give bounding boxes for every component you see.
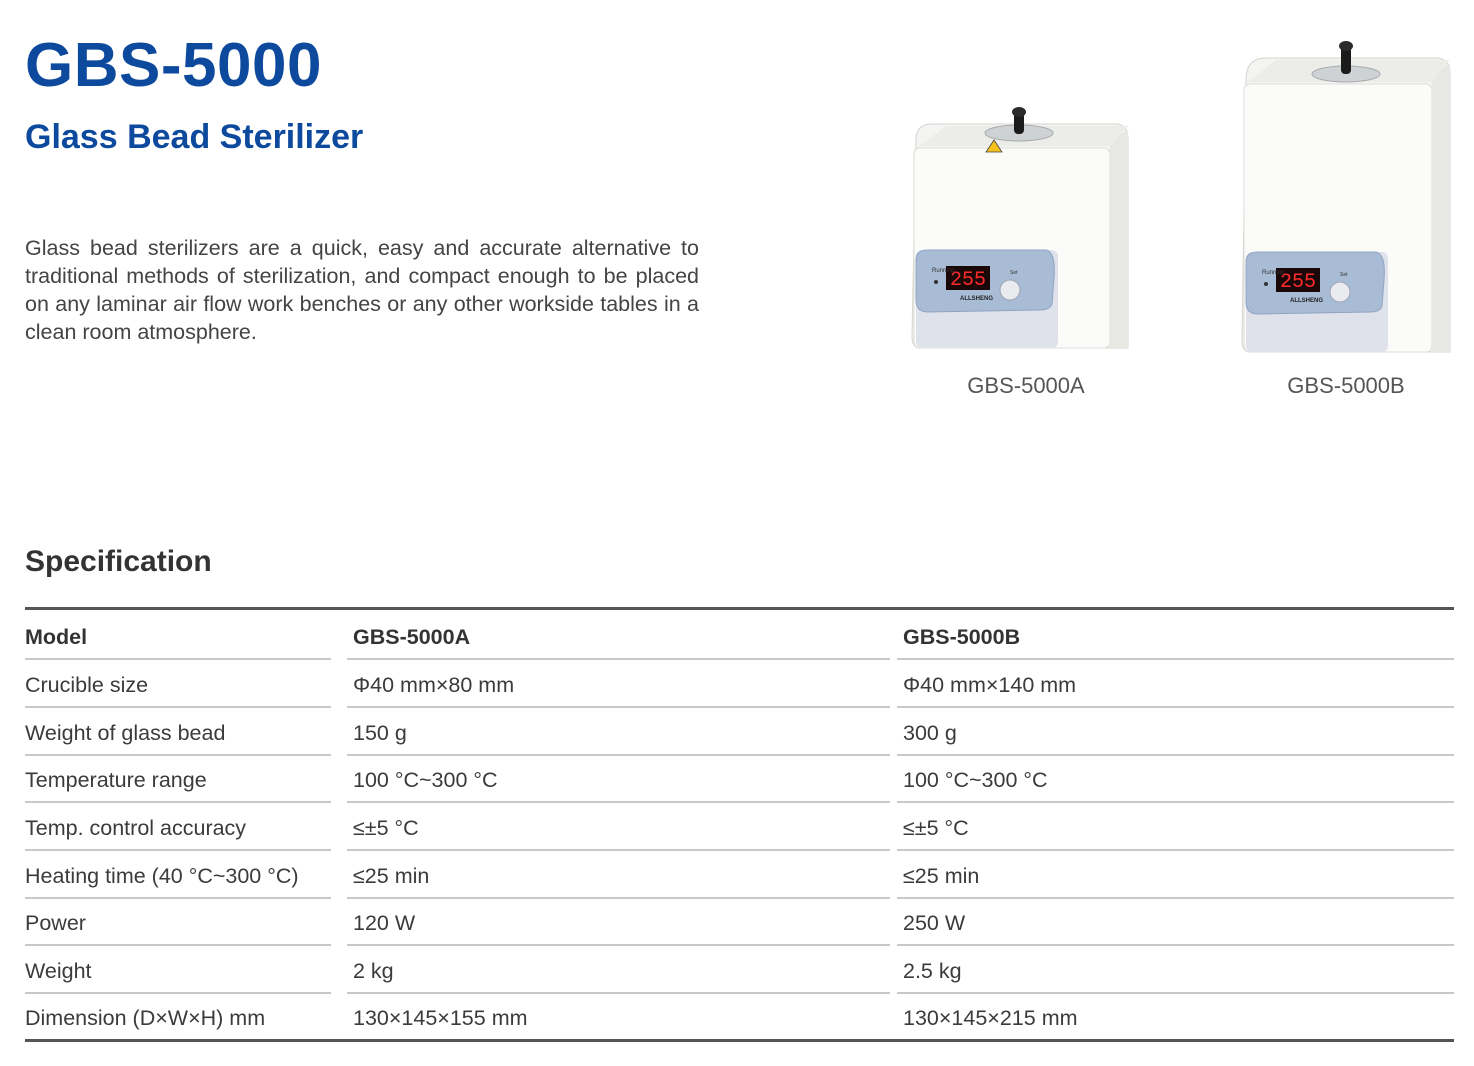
spec-row bbox=[25, 660, 1454, 708]
product-image-gbs-5000b bbox=[1236, 40, 1456, 360]
status-label-a: Running bbox=[932, 268, 955, 274]
product-caption-b: GBS-5000B bbox=[1287, 373, 1405, 398]
product-image-gbs-5000a bbox=[906, 100, 1136, 360]
spec-row bbox=[25, 851, 1454, 899]
spec-header-b: GBS-5000B bbox=[897, 612, 1454, 660]
spec-value-b: 250 W bbox=[897, 898, 1454, 946]
spec-label: Weight bbox=[25, 946, 331, 994]
spec-label: Temp. control accuracy bbox=[25, 803, 331, 851]
spec-value-a: 100 °C~300 °C bbox=[347, 755, 890, 803]
spec-value-a: 130×145×155 mm bbox=[353, 1006, 528, 1030]
page-title: GBS-5000 bbox=[25, 31, 322, 100]
status-label-b: Running bbox=[1262, 270, 1285, 276]
spec-row bbox=[25, 708, 1454, 756]
spec-value-a: ≤25 min bbox=[347, 851, 890, 899]
spec-row bbox=[25, 946, 1454, 994]
set-label-a: Set bbox=[1010, 270, 1018, 276]
spec-bottom-rule bbox=[25, 1039, 1454, 1042]
spec-label: Power bbox=[25, 898, 331, 946]
spec-label: Temperature range bbox=[25, 755, 331, 803]
spec-label: Weight of glass bead bbox=[25, 708, 331, 756]
spec-value-b: 100 °C~300 °C bbox=[897, 755, 1454, 803]
page-subtitle: Glass Bead Sterilizer bbox=[25, 118, 364, 156]
sterilizer-b-illustration bbox=[1236, 40, 1456, 360]
spec-row bbox=[25, 898, 1454, 946]
temperature-display-a: 255 bbox=[949, 269, 987, 292]
spec-value-b: 130×145×215 mm bbox=[903, 1006, 1078, 1030]
spec-header-row bbox=[25, 612, 1454, 660]
temperature-display-b: 255 bbox=[1279, 271, 1317, 294]
product-description: Glass bead sterilizers are a quick, easy and accurate alternative to traditional methods of sterilization, and compact enough to be placed on any laminar air flow work benches or any other workside tables in a clean room atmosphere. bbox=[25, 236, 699, 344]
spec-value-a: 2 kg bbox=[347, 946, 890, 994]
spec-value-a: 150 g bbox=[347, 708, 890, 756]
spec-value-b: 300 g bbox=[897, 708, 1454, 756]
spec-header-a: GBS-5000A bbox=[347, 612, 890, 660]
spec-header-model: Model bbox=[25, 612, 331, 660]
spec-value-b: Φ40 mm×140 mm bbox=[897, 660, 1454, 708]
spec-value-b: ≤±5 °C bbox=[897, 803, 1454, 851]
spec-label: Heating time (40 °C~300 °C) bbox=[25, 851, 331, 899]
spec-label: Crucible size bbox=[25, 660, 331, 708]
spec-value-b: ≤25 min bbox=[897, 851, 1454, 899]
sterilizer-a-illustration bbox=[906, 100, 1136, 360]
spec-row bbox=[25, 755, 1454, 803]
spec-top-rule bbox=[25, 607, 1454, 610]
spec-row bbox=[25, 803, 1454, 851]
spec-row bbox=[25, 993, 1454, 1041]
brand-label-a: ALLSHENG bbox=[960, 296, 993, 302]
spec-value-a: Φ40 mm×80 mm bbox=[347, 660, 890, 708]
spec-value-a: ≤±5 °C bbox=[347, 803, 890, 851]
spec-value-b: 2.5 kg bbox=[897, 946, 1454, 994]
spec-label: Dimension (D×W×H) mm bbox=[25, 1006, 266, 1030]
product-caption-a: GBS-5000A bbox=[967, 373, 1085, 398]
spec-value-a: 120 W bbox=[347, 898, 890, 946]
set-label-b: Set bbox=[1340, 272, 1348, 278]
brand-label-b: ALLSHENG bbox=[1290, 298, 1323, 304]
spec-title: Specification bbox=[25, 545, 212, 578]
